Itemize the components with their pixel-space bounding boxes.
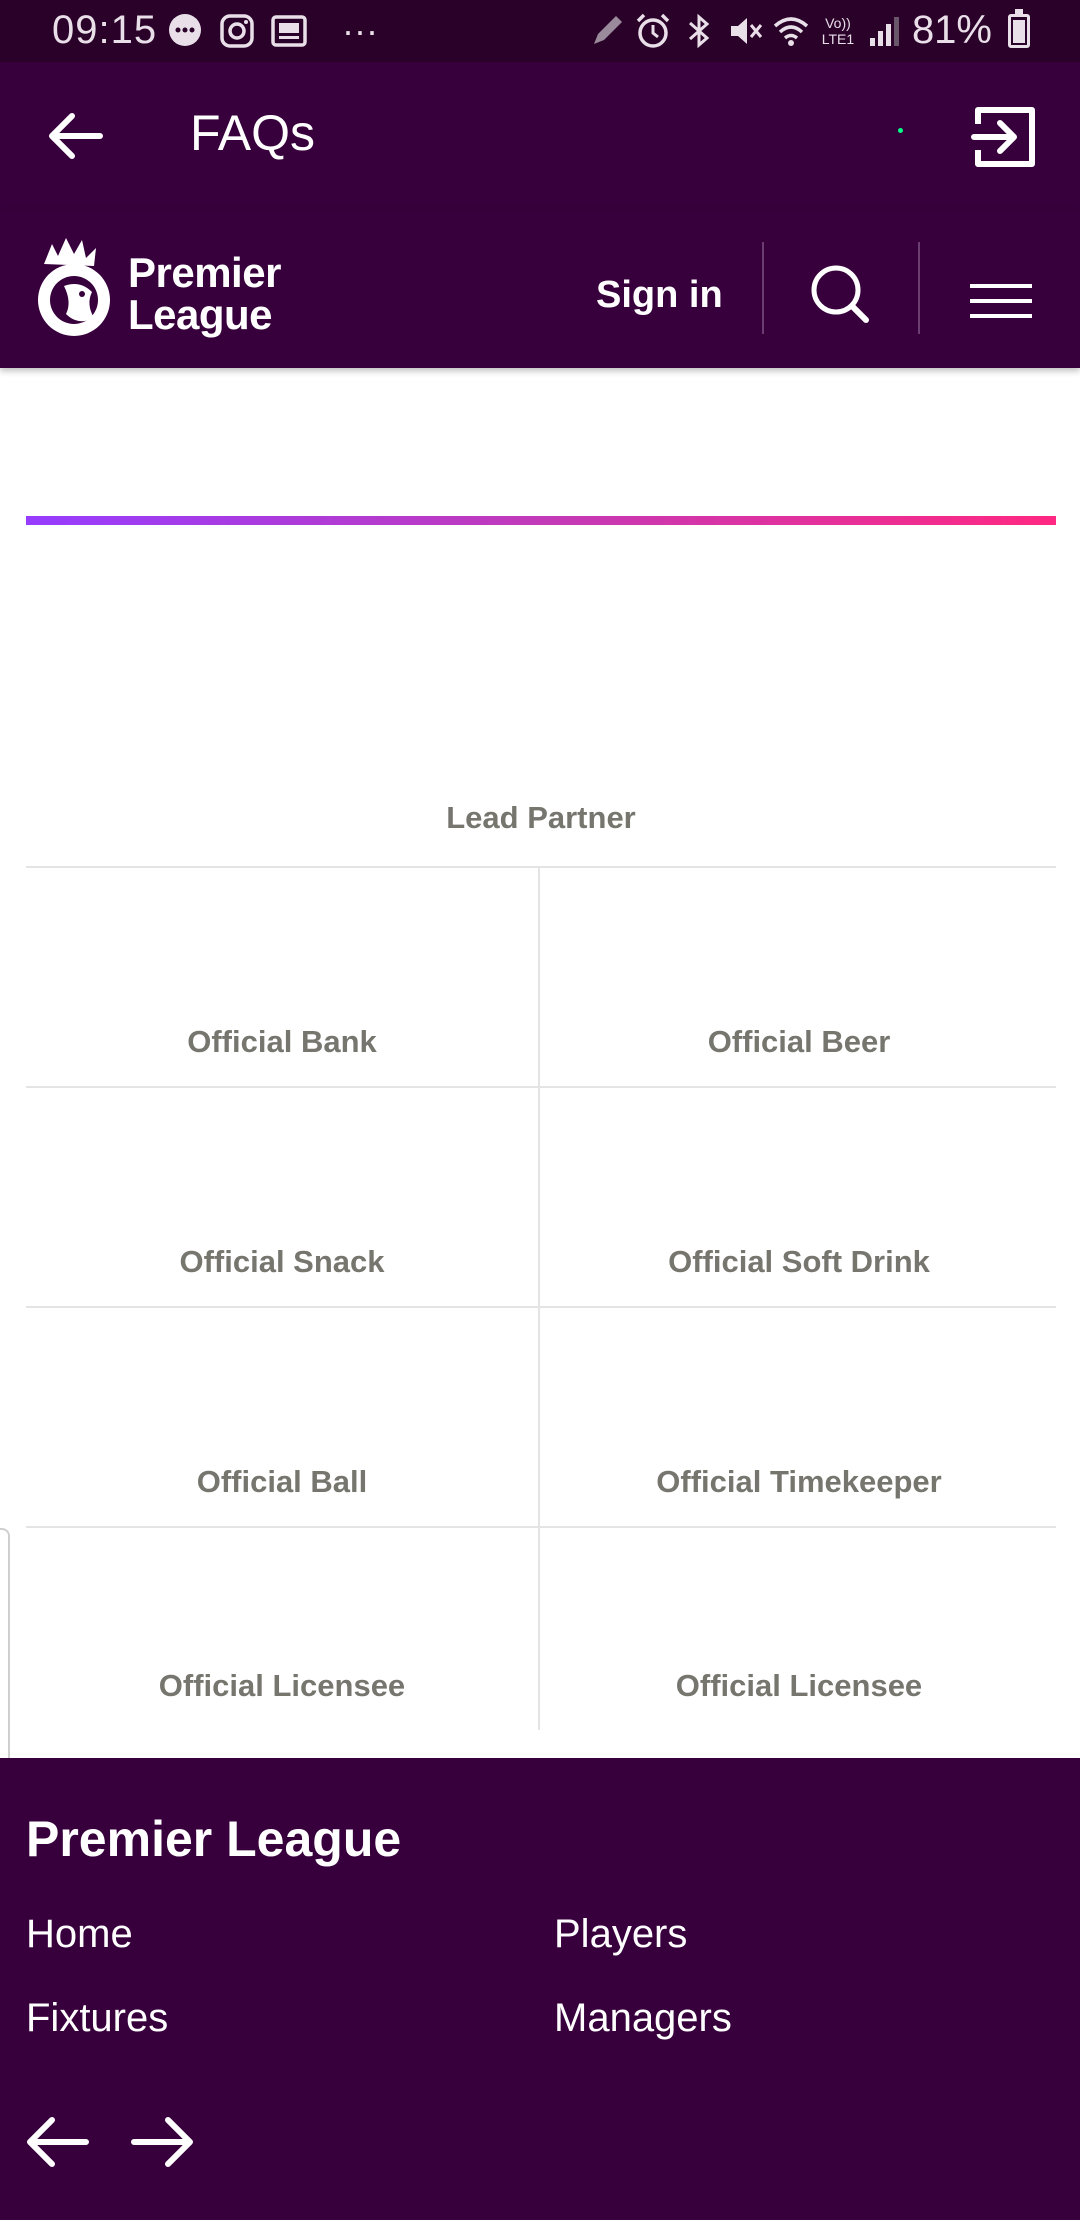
partner-label: Official Beer — [707, 1024, 891, 1059]
lead-partner-label: Lead Partner — [26, 800, 1056, 868]
premier-league-lion-logo[interactable] — [30, 234, 122, 342]
exit-to-app-icon[interactable] — [970, 102, 1040, 172]
partner-label: Official Timekeeper — [656, 1464, 942, 1499]
footer-link-managers[interactable]: Managers — [554, 1996, 732, 2040]
partner-row — [26, 1308, 1056, 1528]
status-time: 09:15 — [52, 8, 158, 52]
battery-percent: 81% — [911, 8, 992, 52]
sign-in-link[interactable]: Sign in — [596, 274, 723, 316]
status-bar — [0, 0, 1080, 62]
partner-label: Official Snack — [179, 1244, 385, 1279]
partner-label: Official Licensee — [158, 1668, 406, 1703]
edit-icon — [588, 12, 626, 50]
footer-link-fixtures[interactable]: Fixtures — [26, 1996, 169, 2040]
system-status-icons — [588, 8, 1030, 53]
cast-icon — [270, 12, 308, 50]
mute-icon — [726, 12, 764, 50]
partner-cell[interactable] — [26, 868, 540, 1086]
gradient-divider — [26, 516, 1056, 525]
partner-label: Official Soft Drink — [668, 1244, 930, 1279]
partner-row — [26, 1528, 1056, 1730]
footer-link-players[interactable]: Players — [554, 1912, 688, 1956]
partner-cell[interactable] — [542, 868, 1056, 1086]
footer-title: Premier League — [26, 1811, 402, 1867]
partner-label: Official Bank — [187, 1024, 377, 1059]
partners-grid — [26, 868, 1056, 1730]
signal-icon — [866, 12, 904, 50]
site-header — [0, 210, 1080, 368]
wifi-icon — [772, 12, 810, 50]
search-icon[interactable] — [808, 262, 872, 326]
partner-cell[interactable] — [542, 1308, 1056, 1526]
arrow-left-icon[interactable] — [40, 104, 110, 168]
site-footer — [0, 1758, 1080, 2220]
battery-icon — [1008, 14, 1030, 48]
partner-cell[interactable] — [26, 1308, 540, 1526]
app-toolbar — [0, 62, 1080, 210]
partner-cell[interactable] — [542, 1528, 1056, 1730]
header-divider — [762, 242, 764, 334]
chat-bubble-icon — [166, 12, 204, 50]
arrow-left-icon[interactable] — [20, 2110, 92, 2174]
indicator-dot — [898, 128, 903, 133]
partner-cell[interactable] — [26, 1528, 540, 1730]
alarm-icon — [634, 12, 672, 50]
partner-label: Official Licensee — [675, 1668, 923, 1703]
hamburger-menu-icon[interactable] — [970, 282, 1032, 320]
instagram-icon — [218, 12, 256, 50]
footer-link-home[interactable]: Home — [26, 1912, 133, 1956]
partner-cell[interactable] — [26, 1088, 540, 1306]
header-divider — [918, 242, 920, 334]
partner-row — [26, 1088, 1056, 1308]
arrow-right-icon[interactable] — [128, 2110, 200, 2174]
notification-icons — [166, 12, 378, 50]
more-dots-icon: ··· — [342, 10, 378, 51]
partner-label: Official Ball — [196, 1464, 368, 1499]
volte-icon: Vo)) LTE1 — [821, 14, 855, 47]
partner-row — [26, 868, 1056, 1088]
premier-league-wordmark: Premier League — [128, 249, 281, 338]
partner-cell[interactable] — [542, 1088, 1056, 1306]
bluetooth-icon — [680, 12, 718, 50]
page-title: FAQs — [190, 105, 316, 161]
